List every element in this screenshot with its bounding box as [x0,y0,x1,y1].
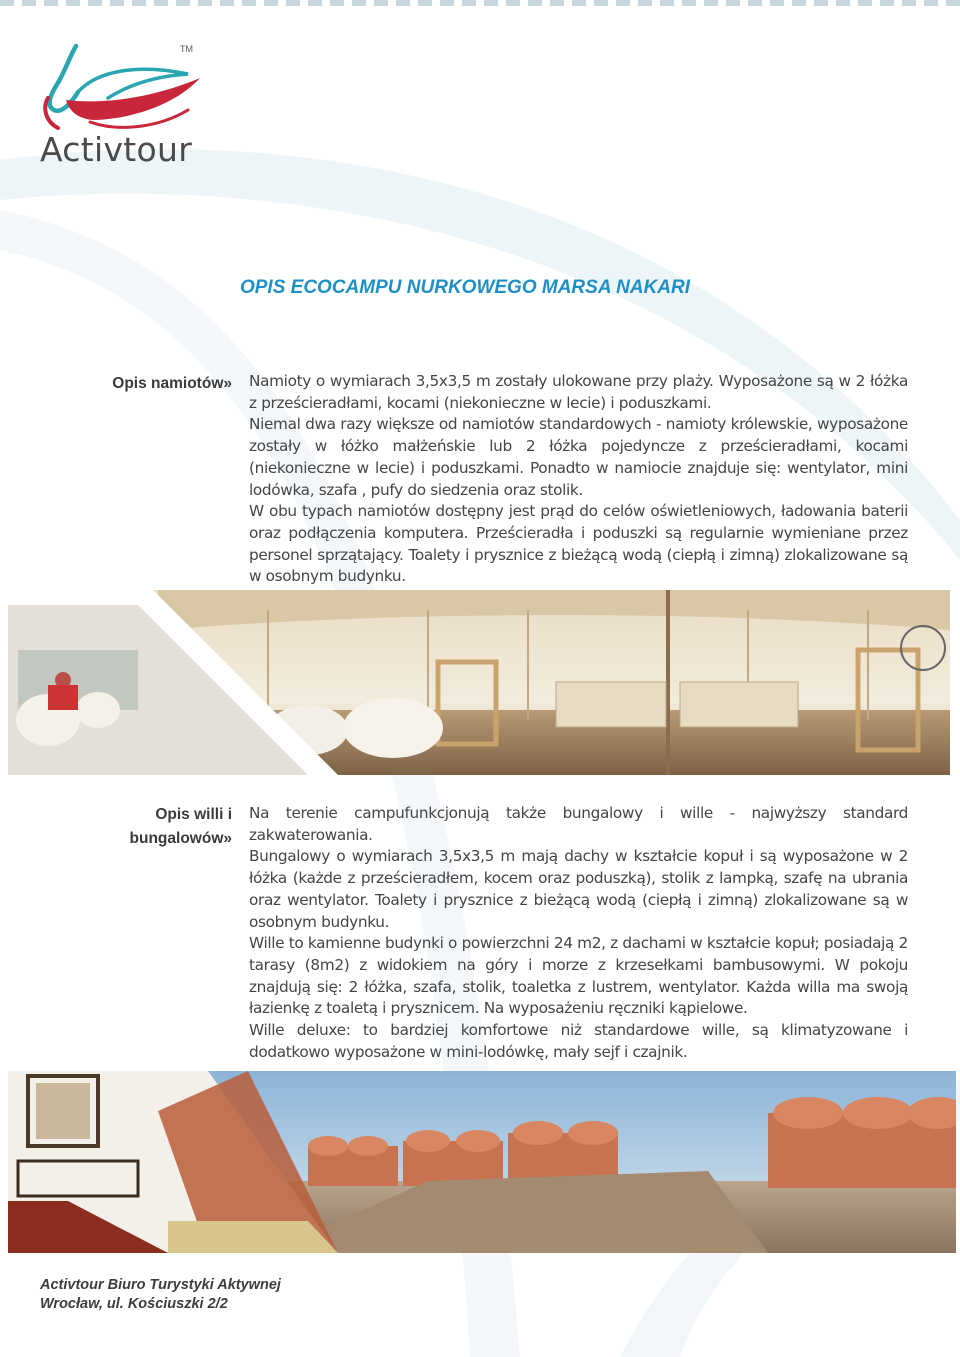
logo-wordmark: Activtour [40,130,193,169]
tents-paragraph: Niemal dwa razy większe od namiotów standardowych - namioty królewskie, wyposażone zostały w łóżko małżeńskie lub 2 łóżka pojedyncze z prześcieradłami, kocami (niekonieczne w lecie) i poduszkami. Ponadto w namiocie znajduje się: wentylator, mini lodówka, szafa , pufy do siedzenia oraz stolik. [249,415,908,499]
footer-company-name: Activtour Biuro Turystyki Aktywnej [40,1277,281,1293]
tent-interior-photo [8,590,950,775]
tents-description [249,371,908,588]
page-title: OPIS ECOCAMPU NURKOWEGO MARSA NAKARI [239,277,691,298]
tents-paragraph: Namioty o wymiarach 3,5x3,5 m zostały ulokowane przy plaży. Wyposażone są w 2 łóżka z prześcieradłami, kocami (niekonieczne w lecie) i poduszkami. [249,372,908,412]
villas-description [249,803,908,1063]
horse-logo-icon [38,40,213,135]
activtour-logo[interactable] [38,40,213,170]
villas-label-line1: Opis willi i [155,806,232,823]
villas-paragraph: Wille deluxe: to bardziej komfortowe niż standardowe wille, są klimatyzowane i dodatkowo wyposażone w mini-lodówkę, mały sejf i czajnik. [249,1021,908,1061]
villas-paragraph: Na terenie campufunkcjonują także bungalowy i wille - najwyższy standard zakwaterowania. [249,804,908,844]
trademark-mark: TM [180,44,193,54]
tents-section-label: Opis namiotów» [112,375,232,392]
villas-section-label [100,803,232,851]
villas-paragraph: Wille to kamienne budynki o powierzchni 24 m2, z dachami w kształcie kopuł; posiadają 2 tarasy (8m2) z widokiem na góry i morze z krzesełkami bambusowymi. W pokoju znajdują się: 2 łóżka, szafa, stolik, toaletka z lustrem, wentylator. Każda willa ma swoją łazienkę z toaletą i prysznicem. Na wyposażeniu ręczniki kąpielowe. [249,934,908,1018]
tents-paragraph: W obu typach namiotów dostępny jest prąd do celów oświetleniowych, ładowania baterii oraz podłączenia komputera. Prześcieradła i poduszki są regularnie wymieniane przez personel sprzątający. Toalety i prysznice z bieżącą wodą (ciepłą i zimną) zlokalizowane są w osobnym budynku. [249,502,908,586]
villas-label-line2: bungalowów» [129,830,232,847]
villas-paragraph: Bungalowy o wymiarach 3,5x3,5 m mają dachy w kształcie kopuł i są wyposażone w 2 łóżka (każde z prześcieradłem, kocem oraz poduszką), stolik z lampką, szafę na ubrania oraz wentylator. Toalety i prysznice z bieżącą wodą (ciepłą i zimną) zlokalizowane są w osobnym budynku. [249,847,908,931]
villas-photo [8,1071,956,1253]
footer-address [40,1276,281,1314]
footer-street-address: Wrocław, ul. Kościuszki 2/2 [40,1296,228,1312]
